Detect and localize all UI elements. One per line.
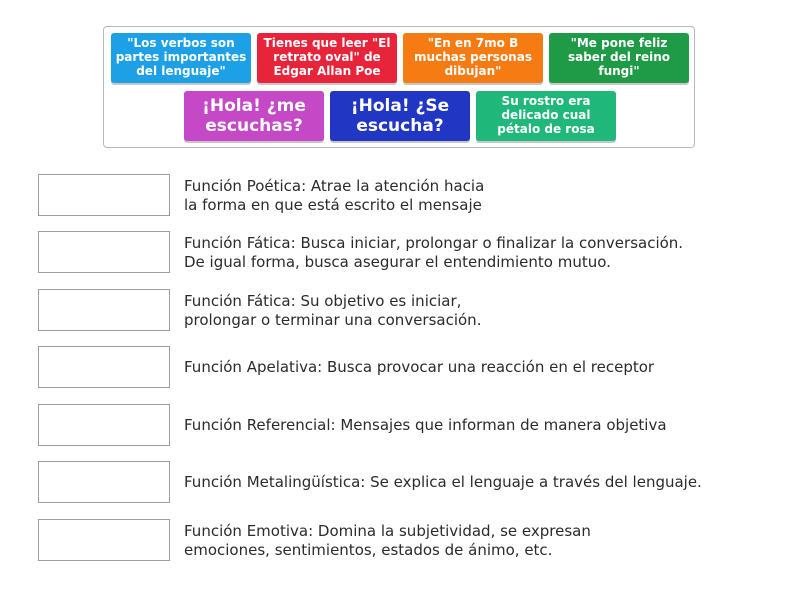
match-row: [38, 289, 738, 333]
answer-tile-6[interactable]: ¡Hola! ¿Se escucha?: [330, 91, 470, 141]
drop-slot[interactable]: [38, 346, 170, 388]
answer-tray: [103, 26, 695, 148]
drop-slot[interactable]: [38, 289, 170, 331]
function-description: Función Fática: Busca iniciar, prolongar o finalizar la conversación. De igual forma, busca asegurar el entendimiento mutuo.: [184, 233, 684, 271]
match-row: [38, 404, 738, 448]
match-row: [38, 461, 738, 505]
drop-slot[interactable]: [38, 519, 170, 561]
answer-tile-5[interactable]: ¡Hola! ¿me escuchas?: [184, 91, 324, 141]
answer-tile-1[interactable]: "Los verbos son partes importantes del lenguaje": [111, 33, 251, 83]
function-description: Función Fática: Su objetivo es iniciar, prolongar o terminar una conversación.: [184, 291, 482, 329]
function-description: Función Apelativa: Busca provocar una reacción en el receptor: [184, 358, 655, 377]
function-description: Función Metalingüística: Se explica el lenguaje a través del lenguaje.: [184, 473, 702, 492]
function-description: Función Emotiva: Domina la subjetividad, se expresan emociones, sentimientos, estados de ánimo, etc.: [184, 521, 591, 559]
function-description: Función Referencial: Mensajes que informan de manera objetiva: [184, 416, 667, 435]
answer-tile-3[interactable]: "En en 7mo B muchas personas dibujan": [403, 33, 543, 83]
drop-slot[interactable]: [38, 461, 170, 503]
match-row: [38, 519, 738, 563]
answer-tile-7[interactable]: Su rostro era delicado cual pétalo de rosa: [476, 91, 616, 141]
answer-tile-4[interactable]: "Me pone feliz saber del reino fungi": [549, 33, 689, 83]
answer-tile-2[interactable]: Tienes que leer "El retrato oval" de Edgar Allan Poe: [257, 33, 397, 83]
match-row: [38, 346, 738, 390]
match-row: [38, 174, 738, 218]
drop-slot[interactable]: [38, 404, 170, 446]
drop-slot[interactable]: [38, 231, 170, 273]
function-description: Función Poética: Atrae la atención hacia la forma en que está escrito el mensaje: [184, 176, 485, 214]
match-row: [38, 231, 738, 275]
drop-slot[interactable]: [38, 174, 170, 216]
